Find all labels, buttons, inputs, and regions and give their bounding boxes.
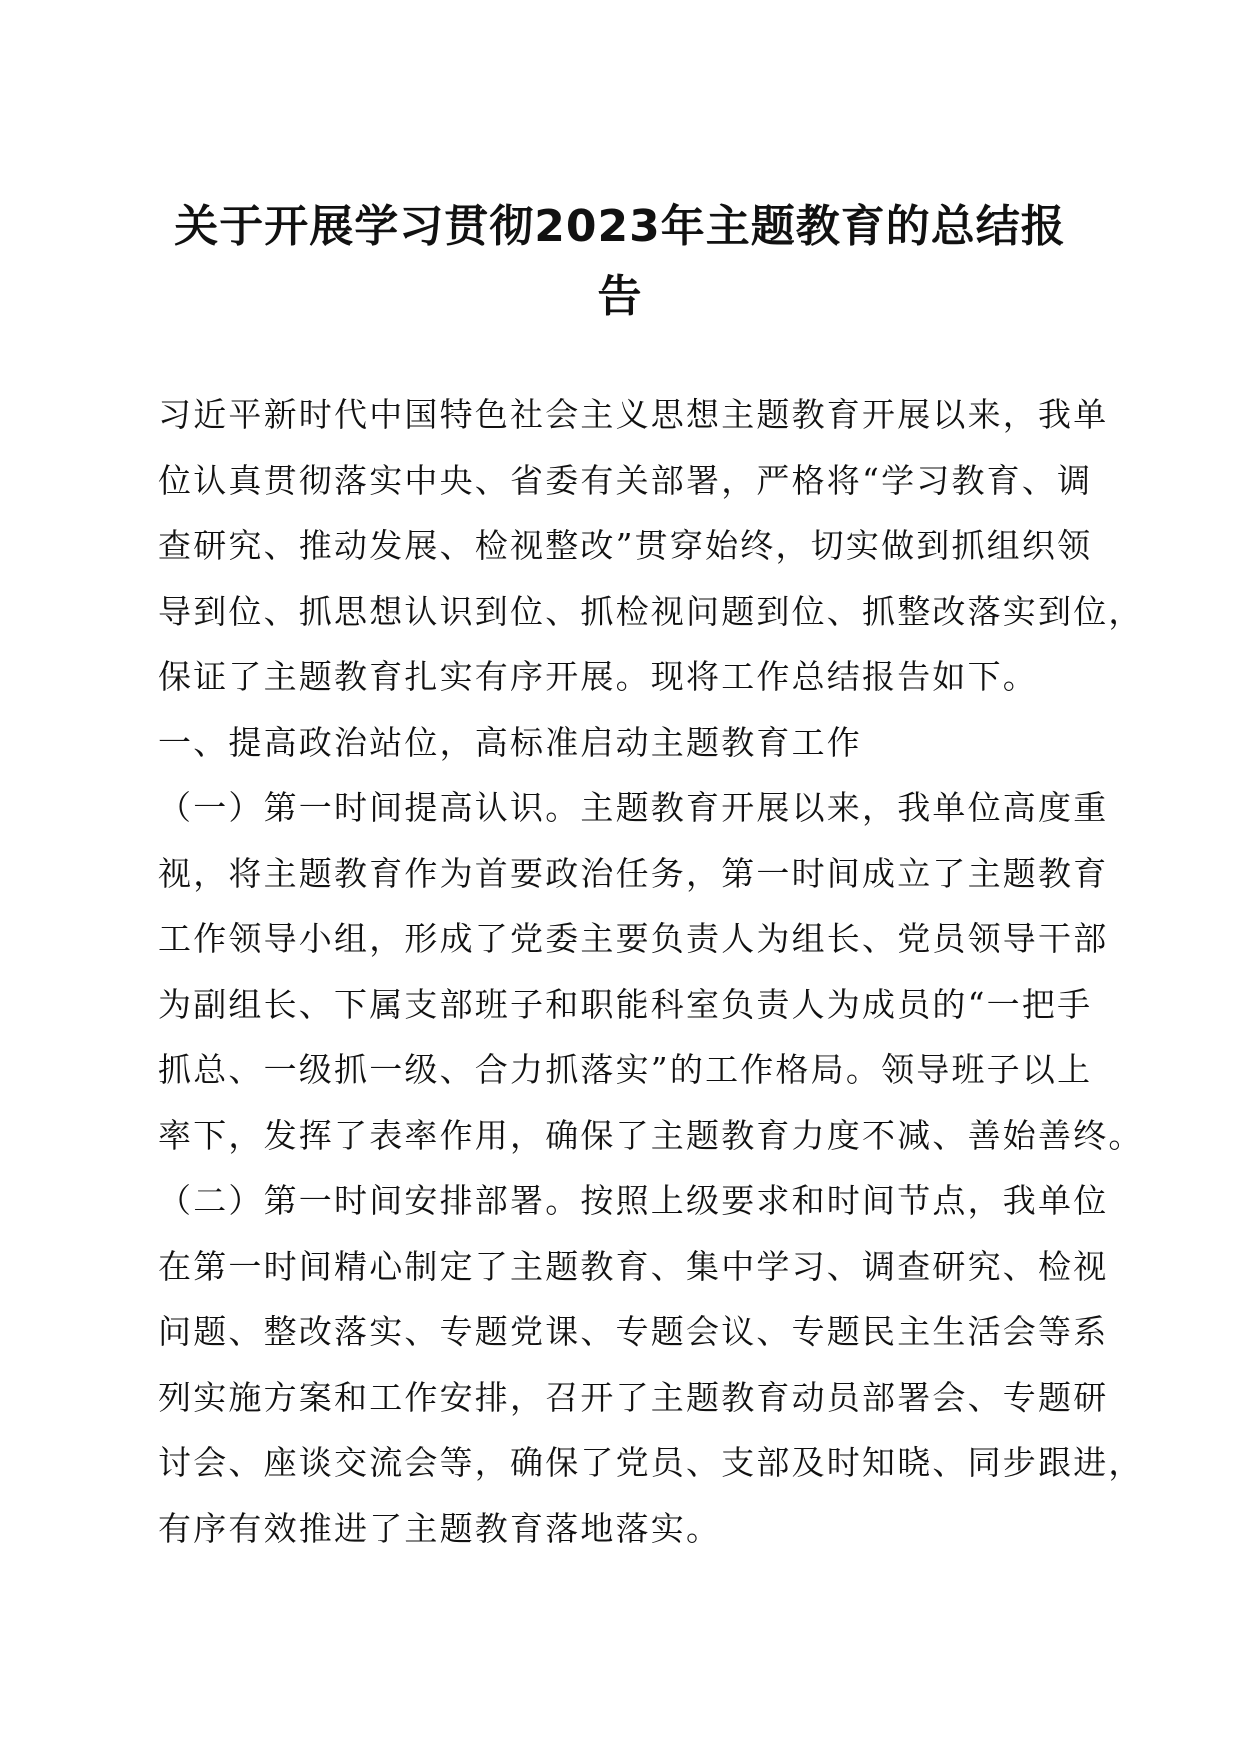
body-line: 导到位、抓思想认识到位、抓检视问题到位、抓整改落实到位， bbox=[158, 591, 1144, 631]
body-line: 查研究、推动发展、检视整改”贯穿始终，切实做到抓组织领 bbox=[158, 526, 1093, 565]
section-heading: 一、提高政治站位，高标准启动主题教育工作 bbox=[158, 722, 862, 762]
body-line: 位认真贯彻落实中央、省委有关部署，严格将“学习教育、调 bbox=[158, 460, 1093, 500]
document-title bbox=[140, 192, 1100, 332]
body-line: 视，将主题教育作为首要政治任务，第一时间成立了主题教育 bbox=[158, 853, 1109, 893]
title-line: 告 bbox=[597, 271, 643, 322]
body-line: 率下，发挥了表率作用，确保了主题教育力度不减、善始善终。 bbox=[158, 1115, 1144, 1155]
body-line: 为副组长、下属支部班子和职能科室负责人为成员的“一把手 bbox=[158, 984, 1093, 1024]
body-line: （二）第一时间安排部署。按照上级要求和时间节点，我单位 bbox=[158, 1181, 1109, 1220]
body-line: 抓总、一级抓一级、合力抓落实”的工作格局。领导班子以上 bbox=[158, 1050, 1093, 1089]
body-line: （一）第一时间提高认识。主题教育开展以来，我单位高度重 bbox=[158, 788, 1109, 827]
document-body bbox=[158, 382, 1144, 1561]
body-line: 保证了主题教育扎实有序开展。现将工作总结报告如下。 bbox=[158, 657, 1038, 696]
body-line: 有序有效推进了主题教育落地落实。 bbox=[158, 1508, 722, 1548]
title-line: 关于开展学习贯彻2023年主题教育的总结报 bbox=[174, 201, 1066, 252]
body-line: 列实施方案和工作安排，召开了主题教育动员部署会、专题研 bbox=[158, 1377, 1109, 1417]
body-line: 工作领导小组，形成了党委主要负责人为组长、党员领导干部 bbox=[158, 919, 1109, 958]
body-line: 习近平新时代中国特色社会主义思想主题教育开展以来，我单 bbox=[158, 395, 1109, 434]
body-line: 在第一时间精心制定了主题教育、集中学习、调查研究、检视 bbox=[158, 1246, 1109, 1286]
body-line: 问题、整改落实、专题党课、专题会议、专题民主生活会等系 bbox=[158, 1312, 1109, 1351]
body-line: 讨会、座谈交流会等，确保了党员、支部及时知晓、同步跟进， bbox=[158, 1443, 1144, 1482]
